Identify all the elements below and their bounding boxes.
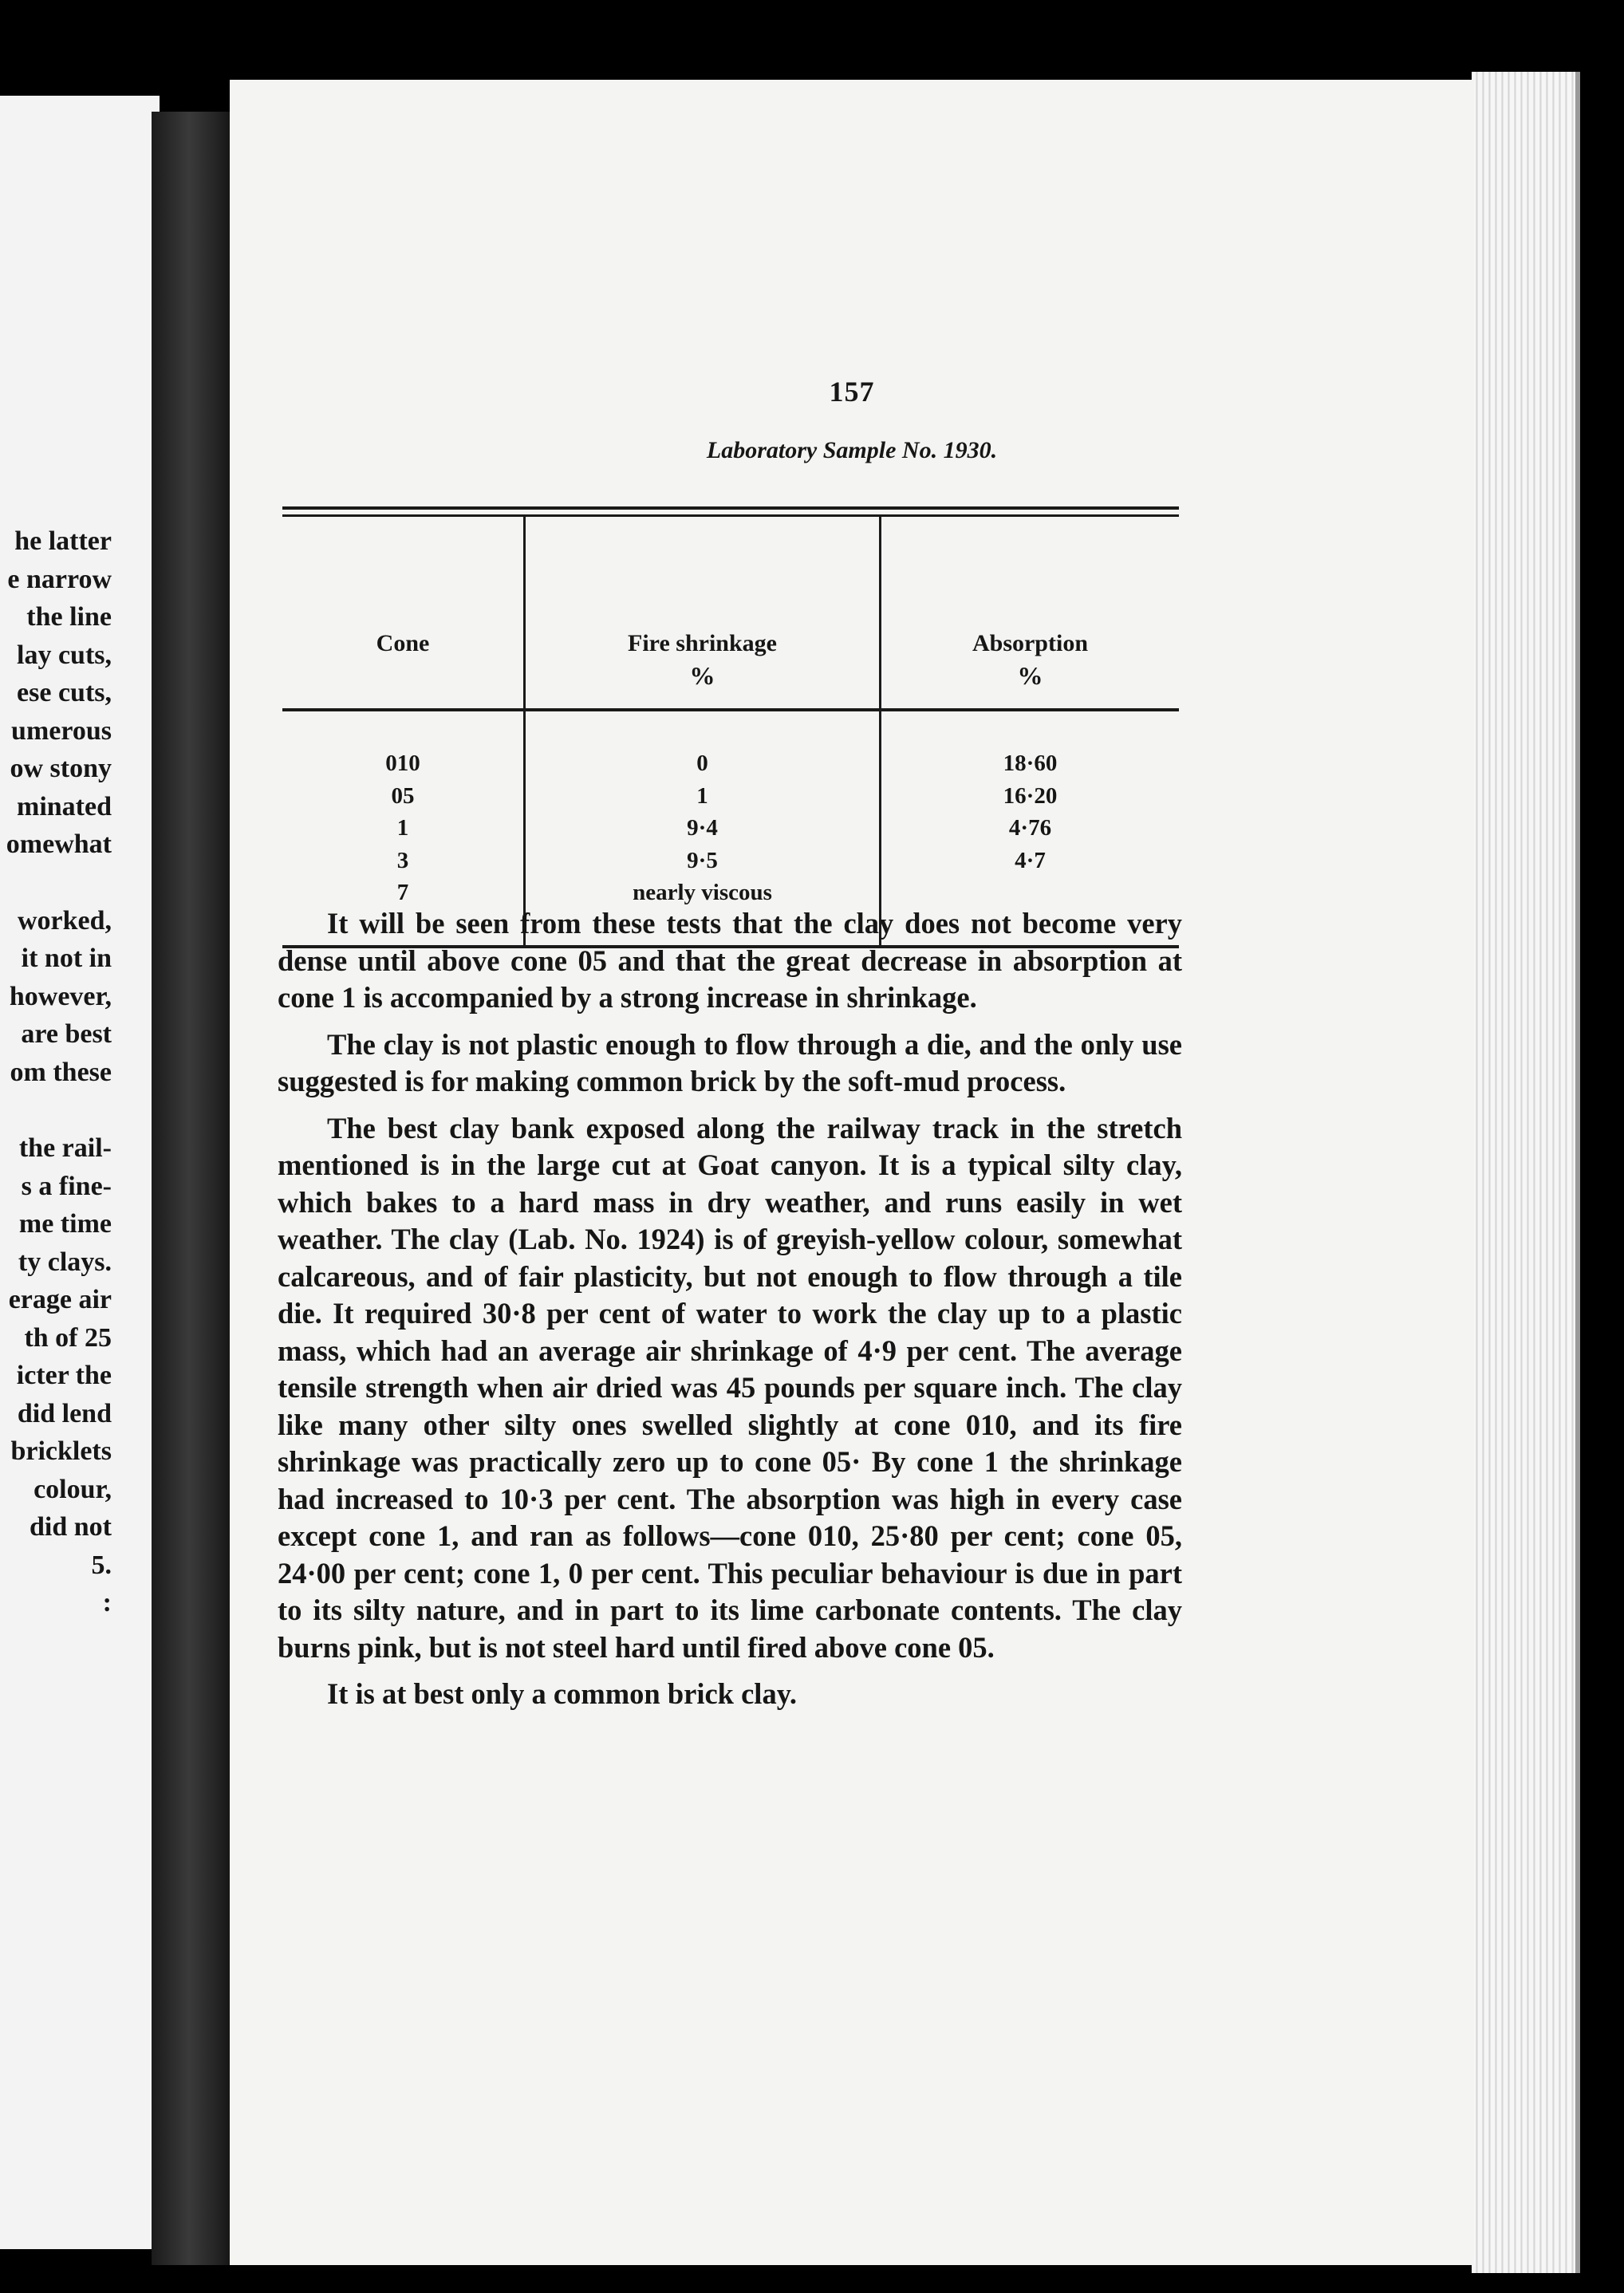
paragraph: The clay is not plastic enough to flow through a die, and the only use suggested is for making common brick by the soft-mud process. <box>278 1027 1182 1097</box>
left-fragment-line: lay cuts, <box>17 640 112 670</box>
column-absorption <box>881 747 1179 877</box>
table-cell: 7 <box>396 880 409 905</box>
table-top-rule-inner <box>282 514 1179 517</box>
table-header-rule <box>282 708 1179 711</box>
header-absorption <box>881 628 1179 691</box>
column-cone <box>282 747 523 909</box>
left-fragment-line: icter the <box>16 1361 112 1390</box>
left-fragment-line: ty clays. <box>18 1247 112 1277</box>
table-cell: 0 <box>696 751 708 776</box>
left-fragment-line: ese cuts, <box>17 678 112 707</box>
page-number: 157 <box>829 376 875 408</box>
table-cell: 05 <box>391 782 415 809</box>
paragraph: It is at best only a common brick clay. <box>327 1677 798 1710</box>
left-fragment-line: th of 25 <box>24 1322 112 1353</box>
left-page-text-fragments <box>0 522 112 1622</box>
header-fire-label: Fire shrinkage <box>628 630 777 656</box>
table-cell: 4·76 <box>1008 815 1052 841</box>
table-cell: 3 <box>396 847 409 873</box>
left-fragment-line: me time <box>18 1209 112 1239</box>
paragraph-gap <box>0 1091 112 1129</box>
book-gutter <box>152 112 235 2265</box>
table-cell: 1 <box>696 782 708 809</box>
left-fragment-line: om these <box>10 1057 112 1087</box>
table-top-rule <box>282 506 1179 510</box>
table-cell: 010 <box>385 751 420 776</box>
table-cell: 16·20 <box>1003 782 1058 809</box>
column-divider <box>879 517 881 945</box>
sample-title: Laboratory Sample No. 1930. <box>706 437 998 463</box>
left-fragment-line: umerous <box>11 715 112 746</box>
left-fragment-line: it not in <box>21 944 112 973</box>
table-cell: 9·4 <box>687 815 718 841</box>
main-page <box>230 80 1474 2265</box>
lab-results-table <box>282 506 1179 950</box>
left-fragment-line: colour, <box>34 1474 112 1504</box>
header-cone: Cone <box>376 630 430 656</box>
paragraph-gap <box>0 864 112 902</box>
table-cell: 4·7 <box>1015 847 1046 873</box>
column-fire-shrinkage <box>526 747 879 909</box>
table-cell: nearly viscous <box>633 880 772 905</box>
left-fragment-line: bricklets <box>10 1436 112 1466</box>
header-fire-shrinkage <box>526 628 879 691</box>
table-cell: 18·60 <box>1003 751 1058 776</box>
left-fragment-line: did lend <box>17 1398 112 1428</box>
left-fragment-line: omewhat <box>6 829 112 859</box>
left-fragment-line: s a fine- <box>21 1171 112 1201</box>
left-fragment-line: ow stony <box>10 754 112 783</box>
left-fragment-line: are best <box>21 1019 112 1049</box>
left-fragment-line: he latter <box>14 526 112 556</box>
page-stack-edge <box>1472 72 1580 2273</box>
left-fragment-line: did not <box>30 1512 112 1542</box>
table-cell: 9·5 <box>687 847 718 873</box>
left-fragment-line: e narrow <box>7 564 112 594</box>
header-abs-label: Absorption <box>972 630 1089 656</box>
left-fragment-line: worked, <box>17 905 112 936</box>
left-fragment-line: however, <box>9 981 112 1011</box>
body-text <box>278 905 1182 1723</box>
header-fire-unit: % <box>689 661 715 690</box>
table-cell: 1 <box>396 815 409 841</box>
left-fragment-line: : <box>102 1588 112 1617</box>
header-abs-unit: % <box>1017 661 1043 690</box>
left-fragment-line: minated <box>17 791 112 821</box>
left-fragment-line: the rail- <box>18 1133 112 1163</box>
left-fragment-line: 5. <box>91 1550 112 1580</box>
left-fragment-line: the line <box>26 602 112 632</box>
left-facing-page <box>0 96 160 2249</box>
paragraph: It will be seen from these tests that the clay does not become very dense until above cone 05 and that the great decrease in absorption at cone 1 is accompanied by a strong increase in shrinkage. <box>278 907 1182 1014</box>
left-fragment-line: erage air <box>8 1285 112 1314</box>
paragraph: The best clay bank exposed along the railway track in the stretch mentioned is in the large cut at Goat canyon. It is a typical silty clay, which bakes to a hard mass in dry weather, and runs easily in wet weather. The clay (Lab. No. 1924) is of greyish-yellow colour, somewhat calcareous, and of fair plasticity, but not enough to flow through a tile die. It required 30·8 per cent of water to work the clay up to a plastic mass, which had an average air shrinkage of 4·9 per cent. The average tensile strength when air dried was 45 pounds per square inch. The clay like many other silty ones swelled slightly at cone 010, and its fire shrinkage was practically zero up to cone 05· By cone 1 the shrinkage had increased to 10·3 per cent. The absorption was high in every case except cone 1, and ran as follows—cone 010, 25·80 per cent; cone 05, 24·00 per cent; cone 1, 0 per cent. This peculiar behaviour is due in part to its silty nature, and in part to its lime carbonate contents. The clay burns pink, but is not steel hard until fired above cone 05. <box>278 1111 1182 1664</box>
